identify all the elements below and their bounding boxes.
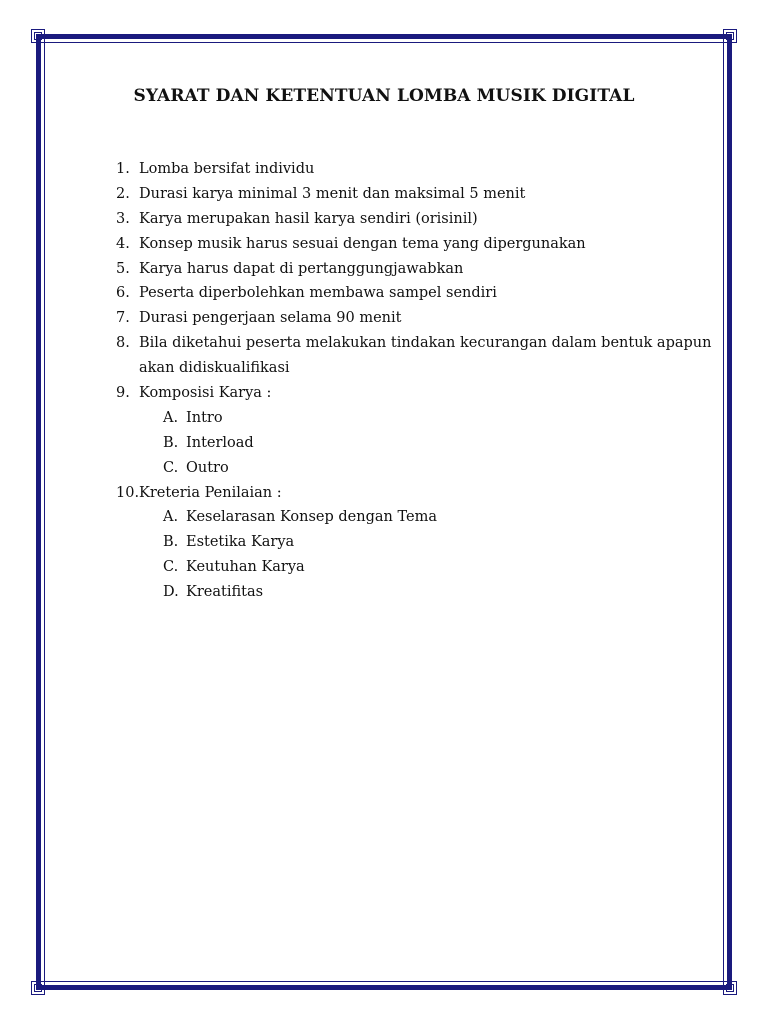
item-number: 2. (116, 185, 130, 202)
item-number: 4. (116, 235, 130, 252)
sub-list-item (0, 505, 768, 530)
sub-item-letter: A. (163, 409, 179, 426)
corner-ornament-inner-bottom-left (34, 984, 42, 992)
sub-item-letter: C. (163, 559, 179, 576)
item-text-continuation: akan didiskualifikasi (139, 360, 290, 377)
sub-item-text: Outro (186, 459, 229, 476)
item-text: Lomba bersifat individu (139, 161, 315, 177)
sub-item-letter: D. (163, 584, 179, 601)
sub-item-text: Intro (186, 409, 223, 426)
corner-ornament-inner-top-left (34, 32, 42, 40)
item-number: 7. (116, 310, 130, 327)
sub-item-text: Estetika Karya (186, 534, 295, 551)
item-number: 1. (116, 161, 130, 177)
corner-ornament-inner-top-right (726, 32, 734, 40)
item-text: Kreteria Penilaian : (139, 484, 282, 501)
sub-list-item (0, 456, 768, 481)
list-item (0, 232, 768, 257)
item-text: Durasi karya minimal 3 menit dan maksimal 5 menit (139, 185, 526, 202)
item-number: 8. (116, 335, 130, 352)
sub-list-item (0, 530, 768, 555)
sub-item-text: Interload (186, 434, 254, 451)
corner-ornament-inner-bottom-right (726, 984, 734, 992)
item-text: Karya harus dapat di pertanggungjawabkan (139, 260, 464, 277)
sub-list-item (0, 580, 768, 605)
sub-item-letter: B. (163, 534, 179, 551)
sub-list-item (0, 555, 768, 580)
item-text: Durasi pengerjaan selama 90 menit (139, 310, 402, 327)
list-item (0, 281, 768, 306)
list-item (0, 381, 768, 406)
item-text: Komposisi Karya : (139, 385, 272, 402)
item-text: Konsep musik harus sesuai dengan tema yang dipergunakan (139, 235, 586, 252)
item-text: Peserta diperbolehkan membawa sampel sendiri (139, 285, 497, 302)
sub-item-letter: B. (163, 434, 179, 451)
sub-item-letter: A. (163, 509, 179, 526)
sub-item-text: Keselarasan Konsep dengan Tema (186, 509, 437, 526)
list-item (0, 331, 768, 356)
item-text: Bila diketahui peserta melakukan tindakan kecurangan dalam bentuk apapun (139, 335, 712, 352)
item-number: 10. (116, 484, 140, 501)
item-number: 5. (116, 260, 130, 277)
list-item-continuation (0, 356, 768, 381)
list-item (0, 306, 768, 331)
document-title: SYARAT DAN KETENTUAN LOMBA MUSIK DIGITAL (133, 86, 635, 106)
item-number: 3. (116, 210, 130, 227)
list-item (0, 182, 768, 207)
terms-list (0, 157, 768, 605)
sub-list-item (0, 431, 768, 456)
sub-item-text: Kreatifitas (186, 584, 264, 601)
list-item (0, 157, 768, 182)
list-item (0, 481, 768, 506)
sub-item-text: Keutuhan Karya (186, 559, 305, 576)
sub-list-item (0, 406, 768, 431)
list-item (0, 207, 768, 232)
list-item (0, 257, 768, 282)
item-number: 9. (116, 385, 130, 402)
item-number: 6. (116, 285, 130, 302)
item-text: Karya merupakan hasil karya sendiri (orisinil) (139, 210, 478, 227)
sub-item-letter: C. (163, 459, 179, 476)
